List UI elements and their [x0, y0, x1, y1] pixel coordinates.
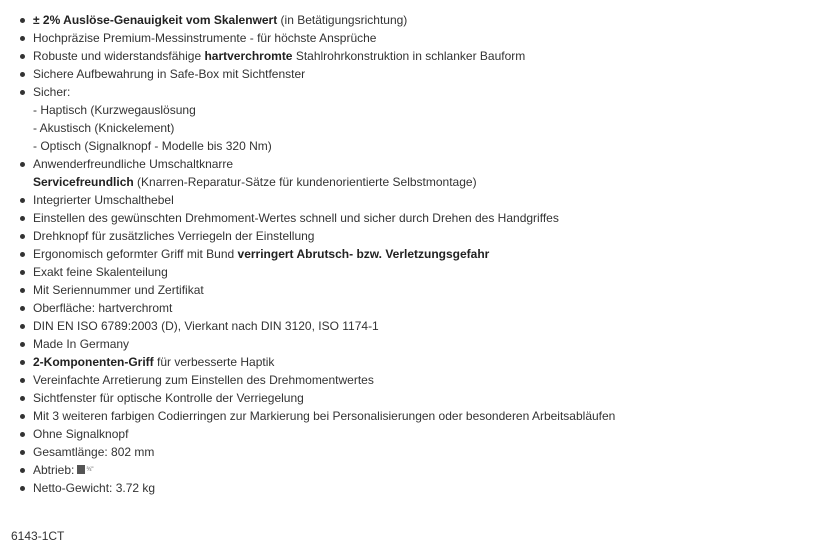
article-number: 6143-1CT — [11, 529, 65, 543]
sub-item: - Haptisch (Kurzwegauslösung — [33, 103, 196, 117]
sub-item: - Akustisch (Knickelement) — [33, 121, 175, 135]
list-item — [18, 479, 818, 497]
feature-text: Ergonomisch geformter Griff mit Bund — [33, 247, 238, 261]
feature-text: Sicher: — [33, 85, 71, 99]
list-item — [18, 245, 818, 263]
list-item — [18, 263, 818, 281]
feature-list — [18, 11, 818, 497]
feature-bold: Servicefreundlich — [33, 175, 134, 189]
list-item — [18, 299, 818, 317]
feature-text: (Knarren-Reparatur-Sätze für kundenorientierte Selbstmontage) — [133, 175, 477, 189]
feature-text: DIN EN ISO 6789:2003 (D), Vierkant nach DIN 3120, ISO 1174-1 — [33, 319, 379, 333]
square-drive-icon: ¾" — [77, 465, 95, 475]
feature-text: Integrierter Umschalthebel — [33, 193, 174, 207]
feature-text: Einstellen des gewünschten Drehmoment-Wertes schnell und sicher durch Drehen des Handgriffes — [33, 211, 559, 225]
list-item — [18, 443, 818, 461]
list-item — [18, 155, 818, 191]
list-item — [18, 83, 818, 155]
feature-text: Ohne Signalknopf — [33, 427, 129, 441]
feature-text: (in Betätigungsrichtung) — [277, 13, 408, 27]
feature-bold: ± 2% Auslöse-Genauigkeit vom Skalenwert — [33, 13, 278, 27]
feature-text: Mit 3 weiteren farbigen Codierringen zur Markierung bei Personalisierungen oder besonderen Arbeitsabläufen — [33, 409, 616, 423]
feature-text: Gesamtlänge: 802 mm — [33, 445, 155, 459]
feature-text: Netto-Gewicht: 3.72 kg — [33, 481, 156, 495]
feature-bold: hartverchromte — [204, 49, 293, 63]
list-item — [18, 461, 818, 479]
feature-text: Made In Germany — [33, 337, 130, 351]
feature-bold: verringert Abrutsch- bzw. Verletzungsgefahr — [237, 247, 490, 261]
feature-text: Mit Seriennummer und Zertifikat — [33, 283, 204, 297]
list-item — [18, 353, 818, 371]
sub-item: - Optisch (Signalknopf - Modelle bis 320 Nm) — [33, 139, 272, 153]
feature-text: Oberfläche: hartverchromt — [33, 301, 173, 315]
list-item — [18, 281, 818, 299]
list-item — [18, 191, 818, 209]
feature-text: Hochpräzise Premium-Messinstrumente - für höchste Ansprüche — [33, 31, 377, 45]
list-item — [18, 47, 818, 65]
feature-text: Exakt feine Skalenteilung — [33, 265, 168, 279]
list-item — [18, 335, 818, 353]
feature-bold: 2-Komponenten-Griff — [33, 355, 154, 369]
feature-text: Vereinfachte Arretierung zum Einstellen des Drehmomentwertes — [33, 373, 374, 387]
feature-text: Sichere Aufbewahrung in Safe-Box mit Sichtfenster — [33, 67, 306, 81]
list-item — [18, 209, 818, 227]
list-item — [18, 227, 818, 245]
feature-text: Anwenderfreundliche Umschaltknarre — [33, 157, 234, 171]
sub-item — [33, 173, 818, 191]
list-item — [18, 371, 818, 389]
feature-text: Drehknopf für zusätzliches Verriegeln der Einstellung — [33, 229, 315, 243]
feature-text: Sichtfenster für optische Kontrolle der Verriegelung — [33, 391, 304, 405]
list-item — [18, 425, 818, 443]
list-item — [18, 407, 818, 425]
list-item — [18, 65, 818, 83]
list-item — [18, 317, 818, 335]
feature-text: für verbesserte Haptik — [153, 355, 275, 369]
feature-text: Stahlrohrkonstruktion in schlanker Bauform — [292, 49, 526, 63]
list-item — [18, 29, 818, 47]
feature-text: Abtrieb: — [33, 463, 75, 477]
list-item — [18, 389, 818, 407]
list-item — [18, 11, 818, 29]
feature-text: Robuste und widerstandsfähige — [33, 49, 205, 63]
